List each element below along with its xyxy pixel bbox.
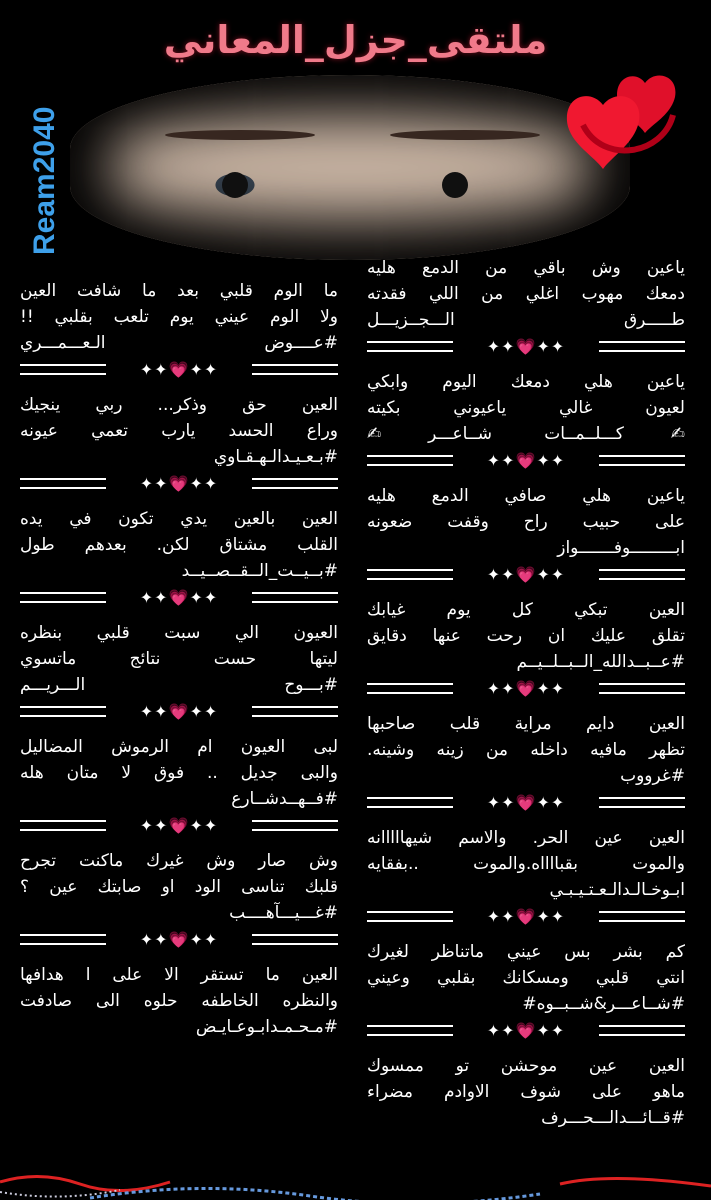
poem-line: ياعين هلي دمعك اليوم وابكي xyxy=(367,372,685,392)
heart-icon: 💗 xyxy=(515,1020,537,1040)
heart-icon: 💗 xyxy=(515,450,537,470)
poem-signature: #عــــوض الـعـــمـــري xyxy=(20,333,338,353)
poem-line: لبى العيون ام الرموش المضاليل xyxy=(20,737,338,757)
right-pupil xyxy=(442,172,468,198)
poem-line: قلبك تناسى الود او صابتك عين ؟ xyxy=(20,877,338,897)
separator xyxy=(367,447,685,473)
separator-bars xyxy=(252,820,338,831)
right-poems-column xyxy=(367,255,685,1131)
separator-bars xyxy=(367,797,453,808)
poem-signature: #مـحـمـدابـوعـايـض xyxy=(195,1017,338,1037)
separator-bars xyxy=(20,934,106,945)
separator-bars xyxy=(599,797,685,808)
poem-line: والموت بقبااااه.والموت ..بفقايه xyxy=(367,854,685,874)
separator-bars xyxy=(20,820,106,831)
separator-ornament: ✦✦💗✦✦ xyxy=(486,792,566,812)
poem-signature: #قــائـــدالـــحـــرف xyxy=(541,1108,685,1128)
separator-ornament: ✦✦💗✦✦ xyxy=(139,701,219,721)
poem-line: العين بالعين يدي تكون في يده xyxy=(20,509,338,529)
separator-bars xyxy=(367,455,453,466)
watermark-text: Ream2040 xyxy=(28,106,61,255)
poem-line: والنظره الخاطفه حلوه الى صادفت xyxy=(20,991,338,1011)
poem-line: تقلق عليك ان رحت عنها دقايق xyxy=(367,626,685,646)
poem-line: العين عين الحر. والاسم شيهااااانه xyxy=(367,828,685,848)
separator-bars xyxy=(599,911,685,922)
separator xyxy=(367,903,685,929)
poem-line: العين حق وذكر... ربي ينجيك xyxy=(20,395,338,415)
separator-bars xyxy=(20,478,106,489)
left-eyebrow xyxy=(165,130,315,140)
poem-line: كم بشر بس عيني ماتناظر لغيرك xyxy=(367,942,685,962)
separator-bars xyxy=(20,592,106,603)
poem-signature: طـــــرق الـــجــزيـــل xyxy=(367,310,685,330)
poem-line: وش صار وش غيرك ماكنت تجرح xyxy=(20,851,338,871)
page-title: ملتقى_جزل_المعاني xyxy=(163,18,548,62)
poem-signature: #بـــوح الـــريـــم xyxy=(20,675,338,695)
separator-ornament: ✦✦💗✦✦ xyxy=(486,564,566,584)
separator xyxy=(20,356,338,382)
poem-line: ماهو على شوف الاوادم مضراء xyxy=(367,1082,685,1102)
separator xyxy=(20,584,338,610)
separator-bars xyxy=(367,911,453,922)
separator-bars xyxy=(599,341,685,352)
separator-bars xyxy=(367,683,453,694)
separator-bars xyxy=(252,364,338,375)
separator xyxy=(367,333,685,359)
poem-line: ما الوم قلبي بعد ما شافت العين xyxy=(20,281,338,301)
poem-signature: #شــاعـــر&شــبــوه# xyxy=(522,994,685,1014)
left-pupil xyxy=(222,172,248,198)
separator xyxy=(20,926,338,952)
poem-line: دمعك مهوب اغلي من اللي فقدته xyxy=(367,284,685,304)
separator-bars xyxy=(367,1025,453,1036)
separator-bars xyxy=(252,592,338,603)
poem-line: ياعين هلي صافي الدمع هليه xyxy=(367,486,685,506)
separator xyxy=(20,812,338,838)
separator-ornament: ✦✦💗✦✦ xyxy=(486,336,566,356)
poem-line: العين عين موحشن تو ممسوك xyxy=(367,1056,685,1076)
poem-signature: #بـعـيـدالـهـقـاوي xyxy=(213,447,338,467)
poem-line: لعيون غالي ياعيوني بكيته xyxy=(367,398,685,418)
poem-line: تظهر مافيه داخله من زينه وشينه. xyxy=(367,740,685,760)
poem-signature: #عــبــدالله_الــبــلــيــم xyxy=(516,652,685,672)
heart-icon: 💗 xyxy=(168,929,190,949)
poem-line: القلب مشتاق لكن. بعدهم طول xyxy=(20,535,338,555)
separator-bars xyxy=(367,341,453,352)
heart-icon: 💗 xyxy=(168,815,190,835)
poem-line: ولا الوم عيني يوم تلعب بقلبي !! xyxy=(20,307,338,327)
separator-bars xyxy=(20,364,106,375)
poem-line: العين تبكي كل يوم غيابك xyxy=(367,600,685,620)
poem-line: والبى جديل .. فوق لا متان هله xyxy=(20,763,338,783)
separator xyxy=(367,789,685,815)
separator-ornament: ✦✦💗✦✦ xyxy=(139,473,219,493)
separator xyxy=(367,1017,685,1043)
heart-icon: 💗 xyxy=(168,473,190,493)
heart-icon: 💗 xyxy=(515,564,537,584)
eyes-photo xyxy=(70,75,630,260)
separator-bars xyxy=(20,706,106,717)
poem-line: العيون الي سبت قلبي بنظره xyxy=(20,623,338,643)
left-poems-column xyxy=(20,278,338,1040)
separator-ornament: ✦✦💗✦✦ xyxy=(486,1020,566,1040)
separator-bars xyxy=(252,934,338,945)
poem-signature: #غـــيـــآهــــب xyxy=(229,903,338,923)
heart-icon: 💗 xyxy=(515,906,537,926)
separator-bars xyxy=(252,706,338,717)
hearts-icon xyxy=(563,65,683,185)
separator-ornament: ✦✦💗✦✦ xyxy=(486,450,566,470)
poem-line: ياعين وش باقي من الدمع هليه xyxy=(367,258,685,278)
poem-line: ليتها حست نتائج ماتسوي xyxy=(20,649,338,669)
poem-signature: ابـوخـالـدالـعـتـيـبـي xyxy=(549,880,685,900)
separator-bars xyxy=(252,478,338,489)
separator-bars xyxy=(599,455,685,466)
poem-signature: ابـــــــــوفـــــــواز xyxy=(557,538,685,558)
poem-line: وراع الحسد يارب تعمي عيونه xyxy=(20,421,338,441)
poem-signature: #غرووب xyxy=(620,766,685,786)
separator xyxy=(20,698,338,724)
separator-bars xyxy=(599,683,685,694)
separator-ornament: ✦✦💗✦✦ xyxy=(139,359,219,379)
separator-bars xyxy=(367,569,453,580)
poem-line: العين دايم مراية قلب صاحبها xyxy=(367,714,685,734)
separator-ornament: ✦✦💗✦✦ xyxy=(139,815,219,835)
separator xyxy=(20,470,338,496)
separator-ornament: ✦✦💗✦✦ xyxy=(486,678,566,698)
poem-signature: #بــيــت_الــقــصــيــد xyxy=(181,561,338,581)
right-eyebrow xyxy=(390,130,540,140)
separator-bars xyxy=(599,569,685,580)
heart-icon: 💗 xyxy=(168,701,190,721)
poem-line: على حبيب راح وقفت ضعونه xyxy=(367,512,685,532)
poem-signature: #فــهــدشــارع xyxy=(231,789,338,809)
separator xyxy=(367,561,685,587)
poem-signature: ✍كـــلــمــات شــاعـــر✍ xyxy=(367,424,685,444)
poem-line: انتي قلبي ومسكانك بقلبي وعيني xyxy=(367,968,685,988)
heart-icon: 💗 xyxy=(168,587,190,607)
heart-icon: 💗 xyxy=(515,678,537,698)
separator xyxy=(367,675,685,701)
separator-ornament: ✦✦💗✦✦ xyxy=(139,587,219,607)
heart-icon: 💗 xyxy=(515,336,537,356)
separator-ornament: ✦✦💗✦✦ xyxy=(486,906,566,926)
heart-icon: 💗 xyxy=(515,792,537,812)
separator-bars xyxy=(599,1025,685,1036)
heart-icon: 💗 xyxy=(168,359,190,379)
separator-ornament: ✦✦💗✦✦ xyxy=(139,929,219,949)
poem-line: العين ما تستقر الا على ا هدافها xyxy=(20,965,338,985)
lace-decoration xyxy=(0,1172,711,1200)
